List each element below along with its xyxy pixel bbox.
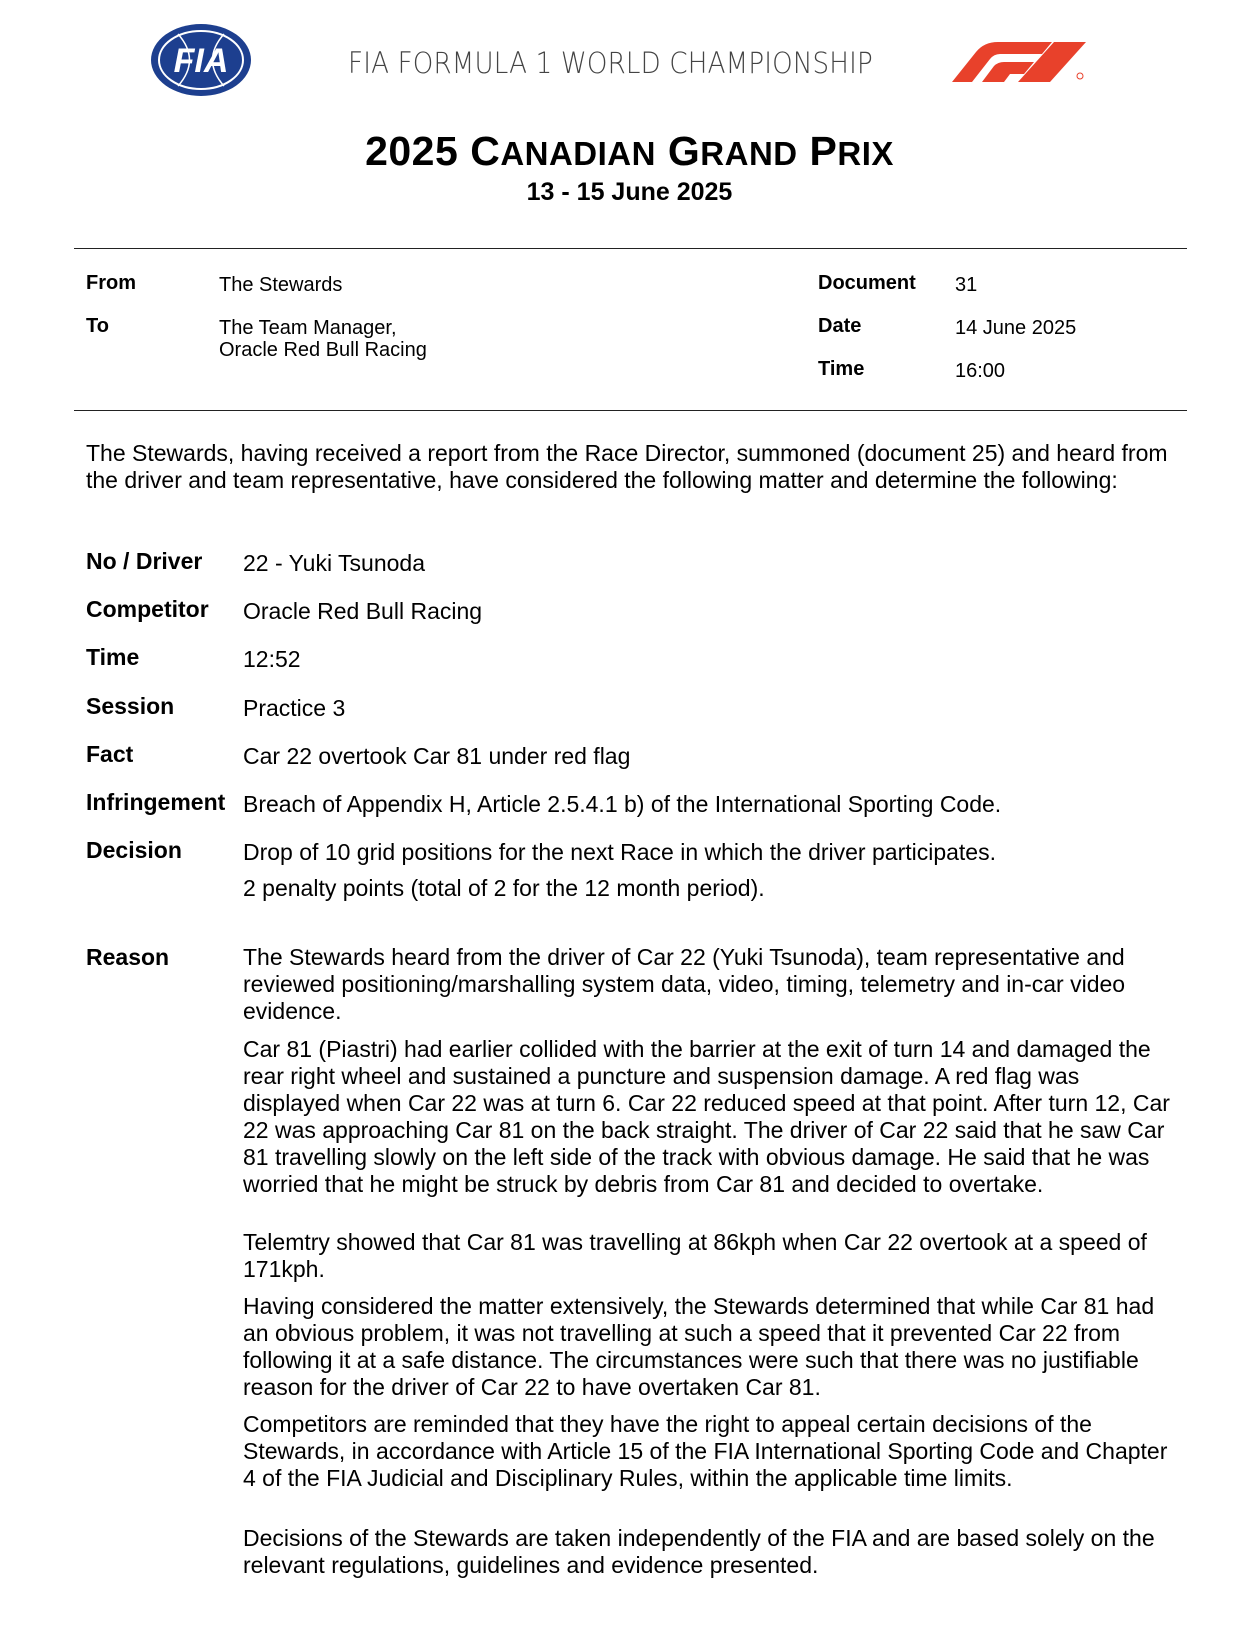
decision-value-points: 2 penalty points (total of 2 for the 12 month period). bbox=[243, 875, 765, 901]
to-label: To bbox=[86, 315, 109, 337]
title-word-1-cap: C bbox=[470, 128, 501, 174]
to-value: The Team Manager, Oracle Red Bull Racing bbox=[219, 317, 427, 361]
fia-logo-text: FIA bbox=[173, 42, 229, 80]
driver-label: No / Driver bbox=[86, 548, 203, 574]
reason-paragraph-1: The Stewards heard from the driver of Car 22 (Yuki Tsunoda), team representative and reviewed positioning/marshalling system data, video, timing, telemetry and in-car video evidence. bbox=[243, 944, 1126, 1024]
from-label: From bbox=[86, 272, 136, 294]
infringement-label: Infringement bbox=[86, 789, 226, 815]
from-value: The Stewards bbox=[219, 274, 343, 296]
reason-paragraph-3: Telemtry showed that Car 81 was travelling at 86kph when Car 22 overtook at a speed of 171kph. bbox=[243, 1229, 1147, 1282]
f1-logo bbox=[948, 40, 1100, 84]
fact-label: Fact bbox=[86, 741, 134, 767]
competitor-label: Competitor bbox=[86, 596, 209, 622]
session-label: Session bbox=[86, 693, 175, 719]
fia-logo bbox=[148, 22, 254, 98]
date-value: 14 June 2025 bbox=[955, 317, 1077, 339]
decision-value-grid: Drop of 10 grid positions for the next Race in which the driver participates. bbox=[243, 839, 996, 865]
decision-label: Decision bbox=[86, 837, 182, 863]
competitor-value: Oracle Red Bull Racing bbox=[243, 598, 483, 624]
title-word-3-rest: RIX bbox=[837, 135, 894, 172]
document-value: 31 bbox=[955, 274, 978, 296]
title-word-2-rest: RAND bbox=[700, 135, 798, 172]
reason-paragraph-2: Car 81 (Piastri) had earlier collided with the barrier at the exit of turn 14 and damaged the rear right wheel and sustained a puncture and suspension damage. A red flag was displayed when Car 22 was at turn 6. Car 22 reduced speed at that point. After turn 12, Car 22 was approaching Car 81 on the back straight. The driver of Car 22 said that he saw Car 81 travelling slowly on the left side of the track with obvious damage. He said that he was worried that he might be struck by debris from Car 81 and decided to overtake. bbox=[243, 1036, 1170, 1197]
document-header bbox=[0, 0, 1259, 120]
date-label: Date bbox=[818, 315, 862, 337]
time-label: Time bbox=[818, 358, 865, 380]
session-time-label: Time bbox=[86, 644, 140, 670]
title-word-3-cap: P bbox=[809, 128, 838, 174]
session-value: Practice 3 bbox=[243, 695, 346, 721]
driver-value: 22 - Yuki Tsunoda bbox=[243, 550, 426, 576]
fact-value: Car 22 overtook Car 81 under red flag bbox=[243, 743, 631, 769]
session-time-value: 12:52 bbox=[243, 646, 301, 672]
time-value: 16:00 bbox=[955, 360, 1006, 382]
document-label: Document bbox=[818, 272, 916, 294]
bottom-divider bbox=[74, 410, 1187, 411]
reason-paragraph-4: Having considered the matter extensively, the Stewards determined that while Car 81 had an obvious problem, it was not travelling at such a speed that it prevented Car 22 from following it at a safe distance. The circumstances were such that there was no justifiable reason for the driver of Car 22 to have overtaken Car 81. bbox=[243, 1293, 1155, 1400]
appeal-paragraph: Competitors are reminded that they have the right to appeal certain decisions of the Stewards, in accordance with Article 15 of the FIA International Sporting Code and Chapter 4 of the FIA Judicial and Disciplinary Rules, within the applicable time limits. bbox=[243, 1411, 1168, 1491]
event-dates: 13 - 15 June 2025 bbox=[526, 178, 733, 206]
championship-title: FIA FORMULA 1 WORLD CHAMPIONSHIP bbox=[348, 46, 873, 80]
title-word-1-rest: ANADIAN bbox=[500, 135, 656, 172]
event-year: 2025 bbox=[365, 128, 459, 174]
intro-paragraph: The Stewards, having received a report from the Race Director, summoned (document 25) and heard from the driver and team representative, have considered the following matter and determine the following: bbox=[86, 440, 1168, 493]
top-divider bbox=[74, 248, 1187, 249]
event-title bbox=[0, 128, 1259, 175]
reason-label: Reason bbox=[86, 944, 170, 970]
title-word-2-cap: G bbox=[667, 128, 701, 174]
independence-paragraph: Decisions of the Stewards are taken independently of the FIA and are based solely on the relevant regulations, guidelines and evidence presented. bbox=[243, 1525, 1155, 1578]
infringement-value: Breach of Appendix H, Article 2.5.4.1 b) of the International Sporting Code. bbox=[243, 791, 1002, 817]
